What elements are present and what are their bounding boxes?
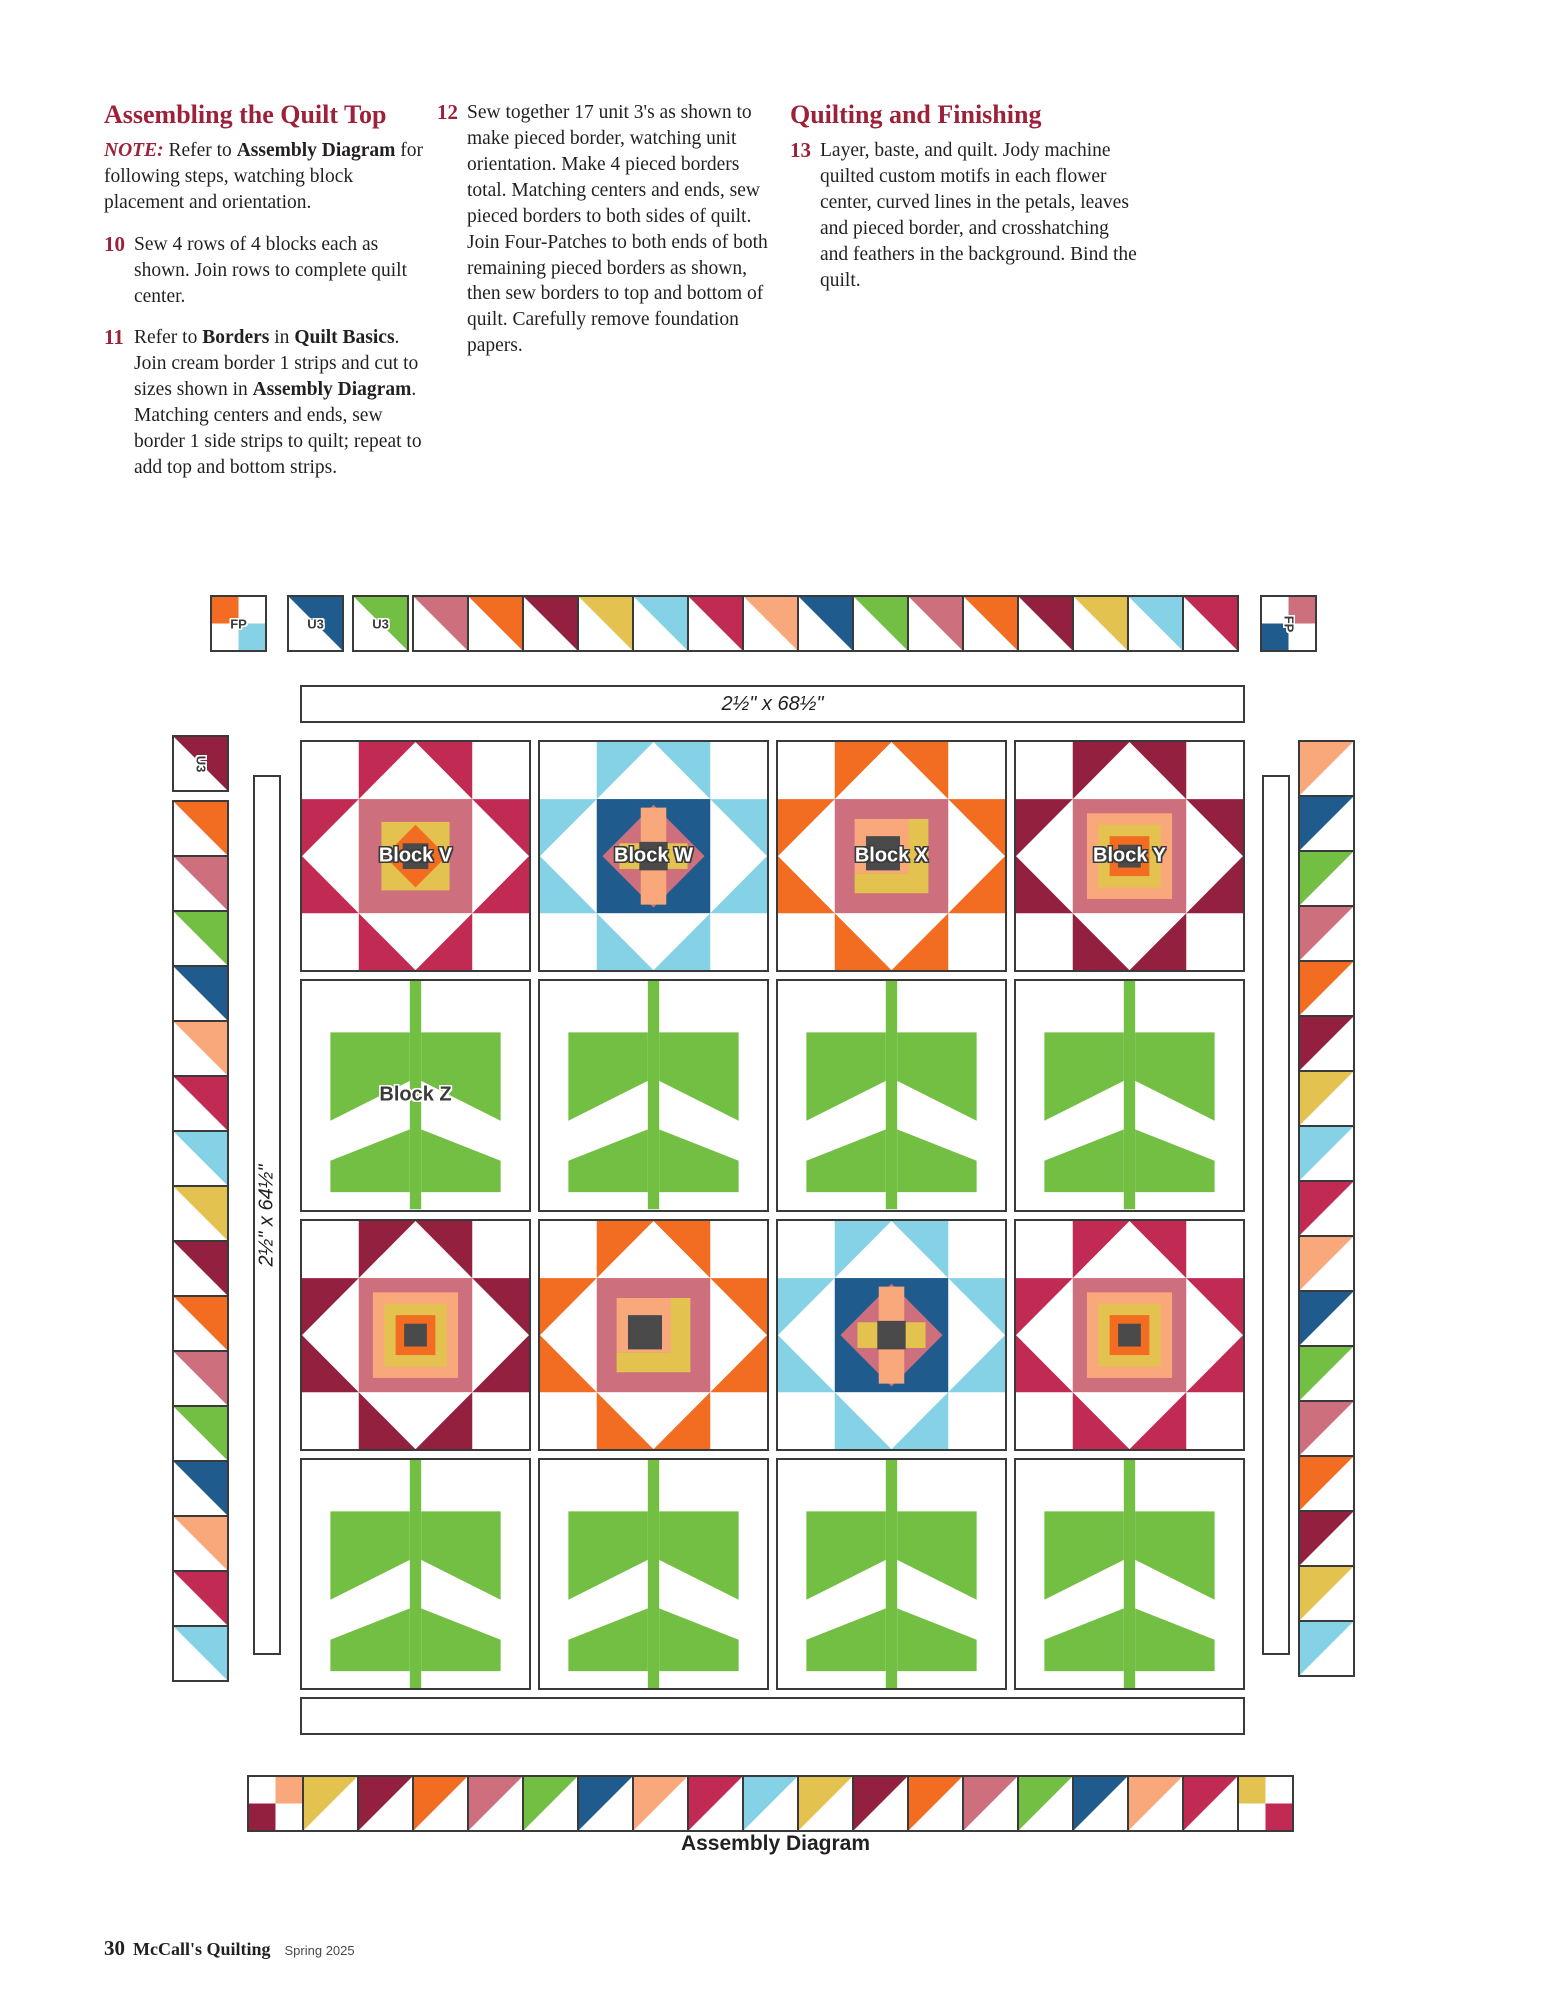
four-patch-squares <box>249 1777 302 1830</box>
star-block <box>1014 1219 1245 1451</box>
star-block <box>300 740 531 972</box>
diagram-caption: Assembly Diagram <box>680 1832 871 1855</box>
hst-triangle <box>1300 1347 1353 1400</box>
stem-block-art <box>540 1460 767 1688</box>
hst-unit <box>172 1130 229 1187</box>
hst-triangle <box>174 1022 227 1075</box>
step-number: 10 <box>104 231 125 256</box>
bottom-border-strip <box>300 1697 1245 1735</box>
stem-block <box>1014 979 1245 1211</box>
right-pieced-border <box>1298 740 1355 1677</box>
left-border-strip <box>253 775 281 1655</box>
hst-unit <box>1298 1070 1355 1127</box>
hst-unit <box>1298 905 1355 962</box>
hst-triangle <box>1074 597 1127 650</box>
hst-unit <box>1298 1125 1355 1182</box>
hst-unit <box>577 595 634 652</box>
star-block-art <box>540 742 767 970</box>
step-text: NOTE: <box>104 139 164 161</box>
hst-triangle <box>1300 1182 1353 1235</box>
hst-unit <box>1298 740 1355 797</box>
hst-triangle <box>174 1297 227 1350</box>
hst-unit <box>797 1775 854 1832</box>
stem-block <box>538 1458 769 1690</box>
star-block-art <box>1016 742 1243 970</box>
hst-triangle <box>1184 1777 1237 1830</box>
top-border-strip <box>300 685 1245 723</box>
hst-unit <box>172 1295 229 1352</box>
hst-unit <box>1298 1510 1355 1567</box>
hst-triangle <box>1300 1072 1353 1125</box>
hst-unit <box>742 1775 799 1832</box>
hst-triangle <box>634 1777 687 1830</box>
hst-unit <box>1017 595 1074 652</box>
hst-unit <box>1298 1345 1355 1402</box>
hst-triangle <box>289 597 342 650</box>
hst-triangle <box>964 1777 1017 1830</box>
star-block-art <box>540 1221 767 1449</box>
step-text: Sew 4 rows of 4 blocks each as shown. Join rows to complete quilt center. <box>134 233 407 307</box>
stem-block <box>300 1458 531 1690</box>
hst-unit <box>467 1775 524 1832</box>
hst-unit <box>467 595 524 652</box>
stem-block-art <box>1016 1460 1243 1688</box>
hst-triangle <box>579 597 632 650</box>
step-number: 13 <box>790 137 811 162</box>
hst-unit <box>1298 1455 1355 1512</box>
top-dimension-label: 2½" x 68½" <box>721 692 824 715</box>
hst-triangle <box>799 597 852 650</box>
pieced-unit <box>172 735 229 792</box>
hst-triangle <box>1300 742 1353 795</box>
block-label: Block Y <box>1093 844 1166 867</box>
hst-triangle <box>469 597 522 650</box>
star-block-art <box>778 742 1005 970</box>
step-text: Refer to <box>163 139 237 161</box>
hst-triangle <box>414 597 467 650</box>
star-block-art <box>1016 1221 1243 1449</box>
stem-block <box>538 979 769 1211</box>
block-label: Block X <box>854 844 929 867</box>
pieced-unit <box>352 595 409 652</box>
hst-triangle <box>174 1627 227 1680</box>
hst-unit <box>742 595 799 652</box>
stem-block <box>776 1458 1007 1690</box>
hst-triangle <box>1300 1457 1353 1510</box>
hst-triangle <box>174 1572 227 1625</box>
star-block-art <box>778 1221 1005 1449</box>
hst-triangle <box>799 1777 852 1830</box>
bottom-pieced-border <box>247 1775 1294 1832</box>
hst-unit <box>1298 960 1355 1017</box>
hst-unit <box>412 1775 469 1832</box>
hst-unit <box>522 1775 579 1832</box>
hst-unit <box>172 1350 229 1407</box>
hst-triangle <box>1300 962 1353 1015</box>
four-patch <box>247 1775 304 1832</box>
step-number: 11 <box>104 325 124 350</box>
hst-unit <box>1298 1400 1355 1457</box>
hst-triangle <box>174 857 227 910</box>
hst-triangle <box>854 1777 907 1830</box>
hst-triangle <box>1300 1402 1353 1455</box>
star-block-art <box>302 1221 529 1449</box>
hst-triangle <box>854 597 907 650</box>
section-heading: Quilting and Finishing <box>790 100 1042 129</box>
hst-triangle <box>634 597 687 650</box>
block-label: Block Z <box>379 1083 452 1106</box>
four-patch-squares <box>1239 1777 1292 1830</box>
unit-label: FP <box>1281 615 1296 632</box>
hst-unit <box>577 1775 634 1832</box>
hst-triangle <box>304 1777 357 1830</box>
hst-unit <box>172 1515 229 1572</box>
hst-unit <box>172 1570 229 1627</box>
hst-unit <box>522 595 579 652</box>
four-patch <box>1237 1775 1294 1832</box>
stem-block-art <box>1016 981 1243 1209</box>
unit-label: FP <box>230 616 247 631</box>
hst-unit <box>962 1775 1019 1832</box>
pieced-unit <box>1260 595 1317 652</box>
hst-triangle <box>174 737 227 790</box>
hst-unit <box>962 595 1019 652</box>
hst-triangle <box>174 912 227 965</box>
hst-unit <box>1298 1620 1355 1677</box>
star-block-art <box>302 742 529 970</box>
hst-unit <box>172 1185 229 1242</box>
step-text: Layer, baste, and quilt. Jody machine quilted custom motifs in each flower center, curved lines in the petals, leaves and pieced border, and crosshatching and feathers in the background. Bind the quilt. <box>820 139 1137 291</box>
hst-triangle <box>174 1187 227 1240</box>
page-number: 30 <box>104 1936 125 1960</box>
hst-unit <box>172 1405 229 1462</box>
magazine-title: McCall's Quilting <box>133 1939 271 1959</box>
star-block <box>776 1219 1007 1451</box>
unit-label: U3 <box>372 616 389 631</box>
hst-triangle <box>174 1407 227 1460</box>
hst-unit <box>1072 595 1129 652</box>
hst-unit <box>172 1240 229 1297</box>
hst-triangle <box>1300 1512 1353 1565</box>
unit-label: U3 <box>307 616 324 631</box>
stem-block-art <box>778 1460 1005 1688</box>
unit-label: U3 <box>193 755 208 772</box>
hst-triangle <box>174 1352 227 1405</box>
stem-block-art <box>778 981 1005 1209</box>
hst-unit <box>1298 1235 1355 1292</box>
stem-block <box>776 979 1007 1211</box>
hst-unit <box>852 595 909 652</box>
hst-triangle <box>1019 1777 1072 1830</box>
hst-triangle <box>174 1077 227 1130</box>
hst-triangle <box>359 1777 412 1830</box>
hst-unit <box>1298 1565 1355 1622</box>
hst-triangle <box>174 1242 227 1295</box>
hst-unit <box>172 1625 229 1682</box>
star-block <box>538 740 769 972</box>
hst-triangle <box>414 1777 467 1830</box>
hst-unit <box>797 595 854 652</box>
star-block <box>300 1219 531 1451</box>
hst-unit <box>1298 1015 1355 1072</box>
step-text: Quilt Basics <box>294 327 395 349</box>
step-text: Assembly Diagram <box>236 139 396 161</box>
hst-unit <box>172 910 229 967</box>
hst-triangle <box>524 597 577 650</box>
hst-unit <box>687 1775 744 1832</box>
hst-triangle <box>964 597 1017 650</box>
hst-triangle <box>1129 1777 1182 1830</box>
hst-unit <box>1298 1180 1355 1237</box>
step-text: . Matching centers and ends, sew border 1 side strips to quilt; repeat to add top and bottom strips. <box>134 379 422 479</box>
side-dimension-label: 2½" x 64½" <box>255 1163 278 1267</box>
star-block <box>776 740 1007 972</box>
hst-triangle <box>744 1777 797 1830</box>
hst-triangle <box>1300 797 1353 850</box>
hst-unit <box>1127 1775 1184 1832</box>
hst-triangle <box>1129 597 1182 650</box>
stem-block <box>1014 1458 1245 1690</box>
hst-unit <box>1298 795 1355 852</box>
left-pieced-border <box>172 800 229 1682</box>
stem-block-art <box>302 981 529 1209</box>
step-number: 12 <box>437 100 458 124</box>
hst-triangle <box>1300 1292 1353 1345</box>
hst-unit <box>172 965 229 1022</box>
stem-block-art <box>302 1460 529 1688</box>
hst-triangle <box>1300 1237 1353 1290</box>
star-block <box>1014 740 1245 972</box>
hst-triangle <box>1184 597 1237 650</box>
step-text: Refer to <box>134 327 203 349</box>
block-label: Block W <box>614 844 693 867</box>
hst-triangle <box>744 597 797 650</box>
top-pieced-border <box>412 595 1239 652</box>
step-text: Sew together 17 unit 3's as shown to make pieced border, watching unit orientation. Make 4 pieced borders total. Matching centers and ends, sew pieced borders to both sides of quilt. Join Four-Patches to both ends of both remaining pieced borders as shown, then sew borders to top and bottom of quilt. Carefully remove foundation papers. <box>467 102 768 357</box>
step-text: Borders <box>202 327 270 349</box>
hst-unit <box>172 1460 229 1517</box>
hst-unit <box>1298 1290 1355 1347</box>
hst-triangle <box>689 1777 742 1830</box>
hst-unit <box>907 1775 964 1832</box>
hst-unit <box>172 1075 229 1132</box>
hst-unit <box>687 595 744 652</box>
hst-unit <box>302 1775 359 1832</box>
hst-unit <box>632 595 689 652</box>
block-label: Block V <box>378 844 453 867</box>
hst-triangle <box>469 1777 522 1830</box>
hst-triangle <box>579 1777 632 1830</box>
section-heading: Assembling the Quilt Top <box>104 100 387 129</box>
step-text: in <box>269 327 295 349</box>
hst-unit <box>172 800 229 857</box>
stem-block <box>300 979 531 1211</box>
hst-triangle <box>174 1462 227 1515</box>
pieced-unit <box>210 595 267 652</box>
hst-triangle <box>1300 1127 1353 1180</box>
hst-triangle <box>1074 1777 1127 1830</box>
step-text: . Join cream border 1 strips and cut to sizes shown in <box>134 327 419 401</box>
hst-unit <box>1127 595 1184 652</box>
hst-unit <box>1182 1775 1239 1832</box>
hst-triangle <box>1300 1017 1353 1070</box>
hst-unit <box>907 595 964 652</box>
hst-triangle <box>174 967 227 1020</box>
page-footer <box>104 1936 355 1961</box>
hst-unit <box>632 1775 689 1832</box>
hst-unit <box>1298 850 1355 907</box>
hst-unit <box>172 855 229 912</box>
hst-triangle <box>174 1517 227 1570</box>
step-text: Assembly Diagram <box>252 379 412 401</box>
hst-triangle <box>174 802 227 855</box>
right-border-strip <box>1262 775 1290 1655</box>
hst-unit <box>1072 1775 1129 1832</box>
pieced-unit <box>287 595 344 652</box>
hst-unit <box>852 1775 909 1832</box>
hst-unit <box>1017 1775 1074 1832</box>
four-patch-squares <box>1262 597 1315 650</box>
star-block <box>538 1219 769 1451</box>
hst-triangle <box>689 597 742 650</box>
hst-triangle <box>174 1132 227 1185</box>
hst-triangle <box>1300 907 1353 960</box>
hst-triangle <box>1300 852 1353 905</box>
issue-label: Spring 2025 <box>284 1943 355 1958</box>
stem-block-art <box>540 981 767 1209</box>
hst-triangle <box>1300 1622 1353 1675</box>
hst-triangle <box>1300 1567 1353 1620</box>
step-text: for following steps, watching block placement and orientation. <box>104 139 424 213</box>
quilt-center <box>300 740 1245 1690</box>
hst-triangle <box>909 597 962 650</box>
hst-unit <box>412 595 469 652</box>
hst-unit <box>357 1775 414 1832</box>
hst-triangle <box>354 597 407 650</box>
hst-triangle <box>1019 597 1072 650</box>
four-patch-squares <box>212 597 265 650</box>
hst-triangle <box>909 1777 962 1830</box>
hst-unit <box>1182 595 1239 652</box>
hst-triangle <box>524 1777 577 1830</box>
hst-unit <box>172 1020 229 1077</box>
